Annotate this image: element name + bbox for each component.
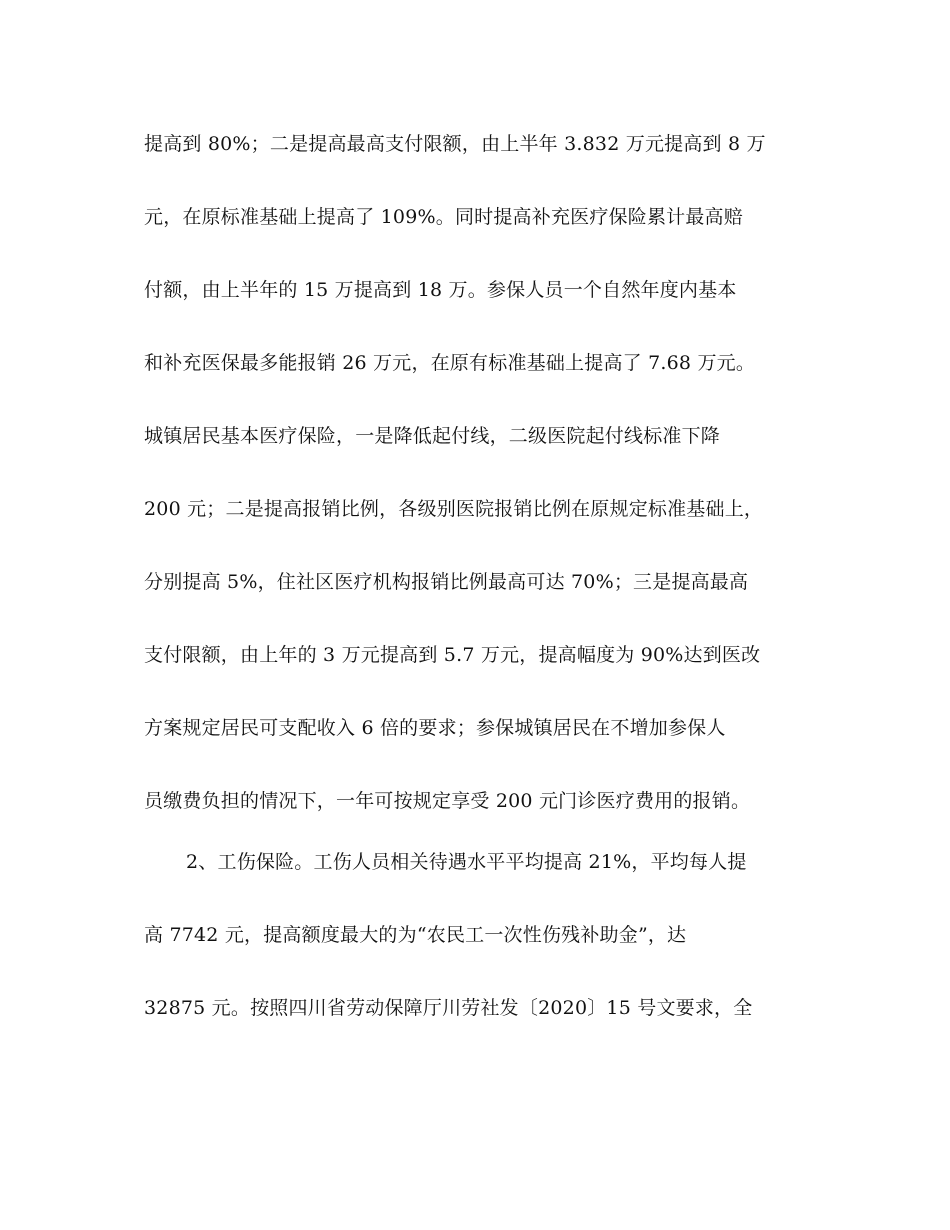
text-line-4: 和补充医保最多能报销 26 万元，在原有标准基础上提高了 7.68 万元。 xyxy=(144,352,756,374)
section-2-work-injury-heading-line: 2、工伤保险。工伤人员相关待遇水平平均提高 21%，平均每人提 xyxy=(186,851,747,873)
text-line-7: 分别提高 5%，住社区医疗机构报销比例最高可达 70%；三是提高最高 xyxy=(144,571,749,593)
text-line-2: 元，在原标准基础上提高了 109%。同时提高补充医疗保险累计最高赔 xyxy=(144,206,743,228)
text-line-8: 支付限额，由上年的 3 万元提高到 5.7 万元，提高幅度为 90%达到医改 xyxy=(144,644,761,666)
text-line-5: 城镇居民基本医疗保险，一是降低起付线，二级医院起付线标准下降 xyxy=(144,425,721,447)
text-line-1: 提高到 80%；二是提高最高支付限额，由上半年 3.832 万元提高到 8 万 xyxy=(144,133,766,155)
text-line-12: 高 7742 元，提高额度最大的为“农民工一次性伤残补助金”，达 xyxy=(144,924,687,946)
text-line-9: 方案规定居民可支配收入 6 倍的要求；参保城镇居民在不增加参保人 xyxy=(144,717,726,739)
text-line-6: 200 元；二是提高报销比例，各级别医院报销比例在原规定标准基础上， xyxy=(144,498,764,520)
text-line-13: 32875 元。按照四川省劳动保障厅川劳社发〔2020〕15 号文要求，全 xyxy=(144,997,753,1019)
text-line-10: 员缴费负担的情况下，一年可按规定享受 200 元门诊医疗费用的报销。 xyxy=(144,790,751,812)
text-line-3: 付额，由上半年的 15 万提高到 18 万。参保人员一个自然年度内基本 xyxy=(144,279,737,301)
